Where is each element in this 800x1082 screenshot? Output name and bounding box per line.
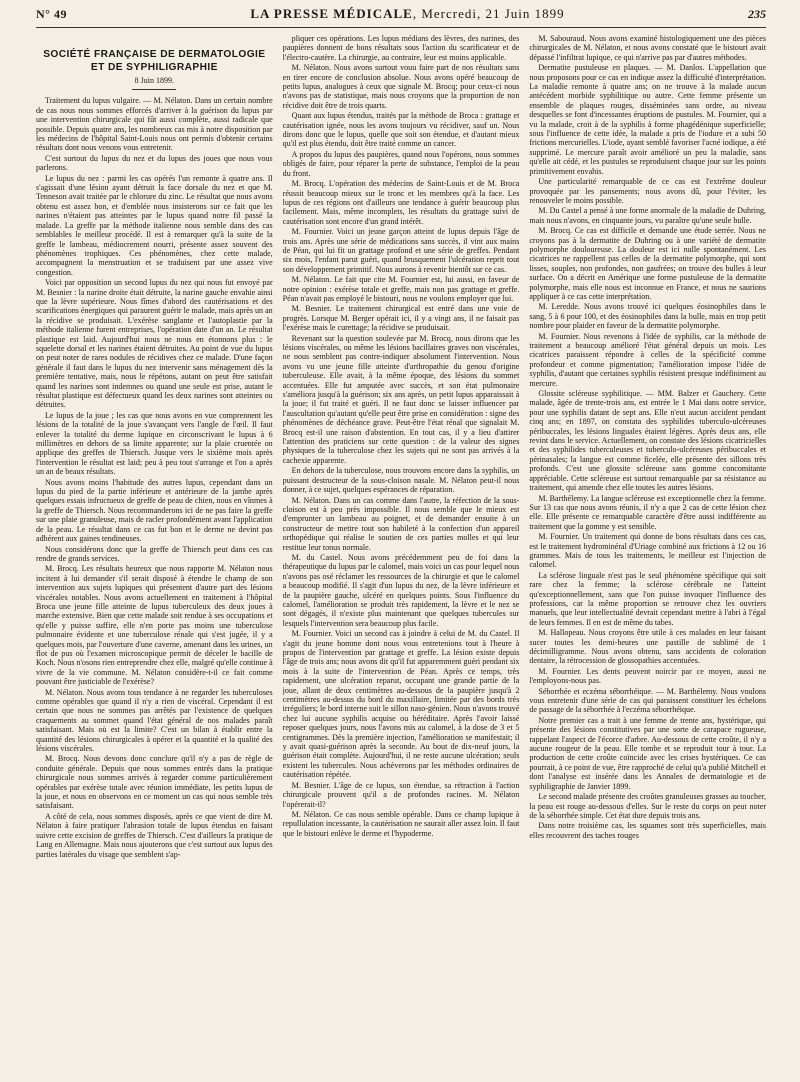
paragraph: M. Hallopeau. Nous croyons être utile à ces malades en leur faisant sucer toutes les demi-heures une pastille de sublimé de 1 décimilligramme. Nous avons obtenu, sans accidents de coloration dentaire, la rétrocession de glossopathies accentuées. (529, 628, 766, 666)
paragraph: M. du Castel. Nous avons précédemment peu de foi dans la thérapeutique du lupus par le calomel, mais voici un cas pour lequel nous n'avons pas osé réclamer les ressources de la chirurgie et que le calomel a beaucoup modifié. Il s'agit d'un lupus du nez, de la lèvre inférieure et de la paupière gauche, ulcéré en quelques points. Sous l'influence du calomel, l'amélioration se produit très rapidement, la lèvre et le nez se sont dégagés, il n'existe plus maintenant que quelques tubercules sur lesquels l'intervention sera beaucoup plus facile. (282, 552, 520, 628)
paragraph: Voici par opposition un second lupus du nez qui nous fut envoyé par M. Besnier : la narine droite était détruite, la narine gauche envahie ainsi que la lèvre supérieure. Nous fîmes d'abord des cautérisations et des scarifications énergiques qui paraurent guérir le malade, mais après un an la récidive se produisait. L'exérèse sanglante et l'autoplastie par la méthode italienne furent entreprises, l'opération date d'un an. Le résultat plastique est laid. Aujourd'hui nous ne nous en étonnons plus : le squelette dorsal et les narines étaient détruites. Au point de vue du lupus on peut noter de rares nodules de récidives chez ce malade. D'une façon générale il faut dans le lupus du nez intervenir sans ménagement dès la première tentative, mais, nous le répétons, autant on peut être satisfait quand les narines sont indemnes ou quand une seule est prise, autant le résultat plastique est défectueux quand les deux narines sont atteintes ou détruites. (36, 278, 273, 410)
paragraph: M. Du Castel a pensé à une forme anormale de la maladie de Duhring, mais nous n'avons, en cinquante jours, vu paraître qu'une seule bulle. (529, 206, 766, 225)
paragraph: M. Sabouraud. Nous avons examiné histologiquement une des pièces chirurgicales de M. Nélaton, et nous avons constaté que le bistouri avait dépassé l'infiltrat lupique, ce qui n'arrive pas par d'autres méthodes. (529, 34, 766, 62)
paragraph: M. Nélaton. Nous avons surtout vouu faire part de nos résultats sans en tirer encore de conclusion absolue. Nous avons opéré beaucoup de petits lupus, analogues à ceux que signale M. Brocq; pour ceux-ci nous n'avons pas de statistique, mais nous croyons que la proportion de non récidive doit être de trois quarts. (282, 63, 520, 110)
paragraph: M. Fournier. Les dents peuvent noircir par ce moyen, aussi ne l'employons-nous pas. (529, 666, 766, 686)
paragraph: M. Brocq. Nous devons donc conclure qu'il n'y a pas de règle de conduite générale. Depuis que nous sommes entrés dans la pratique chirurgicale nous sommes arrivés à regarder comme particulièrement opérables par exérèse totale avec réunion immédiate, les petits lupus de la joue, et nous en observons en ce moment un cas qui nous semble très satisfaisant. (36, 754, 273, 811)
issue-number: N° 49 (36, 7, 67, 21)
paragraph: Quant aux lupus étendus, traités par la méthode de Broca : grattage et cautérisation ignée, nous les avons toujours vu récidiver, sauf un. Nous dirons donc que le lupus, quelle que soit son étendue, et d'autant mieux qu'il est plus étendu, doit être traité comme un cancer. (282, 111, 520, 149)
paragraph: M. Barthélemy. La langue scléreuse est exceptionnelle chez la femme. Sur 13 cas que nous avons réunis, il n'y a que 2 cas de cette lésion chez elle. Elle présente ce remarquable caractère d'être aussi indifférente au traitement que la gomme y est sensible. (529, 493, 766, 531)
paragraph: M. Fournier. Voici un jeune garçon atteint de lupus depuis l'âge de trois ans. Après une série de médications sans succès, il vint aux mains de Péan, qui lui fit un grattage profond et une série de greffes. Pendant six mois, l'enfant parut guéri, quand brusquement l'ulcération reprit tout son développement primitif. Nous aurons à revenir bientôt sur ce cas. (282, 227, 520, 274)
paragraph: A propos du lupus des paupières, quand nous l'opérons, nous sommes obligés de faire, pour réparer la perte de substance, l'emploi de la peau du front. (282, 149, 520, 178)
column-3 (529, 34, 766, 1080)
paragraph: M. Leredde. Nous avons trouvé ici quelques éosinophiles dans le sang, 5 à 6 pour 100, et des éosinophiles dans la bulle, mais en trop petit nombre pour plaider en faveur de la dermatite polymorphe. (529, 302, 766, 331)
paragraph: C'est surtout du lupus du nez et du lupus des joues que nous vous parlerons. (36, 153, 273, 173)
paragraph: M. Nélaton. Le fait que cite M. Fournier est, lui aussi, en faveur de notre opinion : exérèse totale et greffe, mais non pas grattage et greffe. Péan n'avait pas employé le bistouri, nous ne voulons employer que lui. (282, 275, 520, 303)
paragraph: M. Fournier. Nous revenons à l'idée de syphilis, car la méthode de traitement a beaucoup amélioré l'état général depuis un mois. Les cicatrices paraissent répondre à celles de la spécificité comme profondeur et comme pigmentation; l'amélioration impose l'idée de syphilis, d'autant que certaines syphilis résistent presque indéfiniment au mercure. (529, 331, 766, 388)
paragraph: A côté de cela, nous sommes disposés, après ce que vient de dire M. Nélaton à faire pratiquer l'abrasion totale de lupus étendus en faisant suivre cette excision de greffes de Thiersch. C'est d'ailleurs la pratique de Lang en Allemagne. Mais nous ajouterons que c'est surtout aux lupus des parties latérales du visage que semblent s'ap- (36, 811, 273, 859)
paragraph: La sclérose linguale n'est pas le seul phénomène spécifique qui soit rare chez la femme; la sclérose cérébrale ne l'atteint qu'exceptionnellement, sans que l'on puisse invoquer l'influence des professions, car la même proportion se retrouve chez les ouvriers manuels, que leur intellectualité devrait cependant mettre à l'abri à l'égal de leurs femmes. Il en est de même du tabes. (529, 570, 766, 627)
paragraph: pliquer ces opérations. Les lupus médians des lèvres, des narines, des paupières donnent de bons résultats sous l'action du scarificateur et de l'électro-cautère. La chirurgie, au contraire, leur est moins applicable. (282, 34, 520, 62)
issue-date: , Mercredi, 21 Juin 1899 (412, 6, 565, 21)
divider (132, 89, 176, 90)
paragraph: M. Nélaton. Dans un cas comme dans l'autre, la réfection de la sous-cloison est à peu près impossible. Il nous semble que le mieux est d'emprunter un lambeau au poignet, et de demander ensuite à un constructeur de mettre tout son habileté à la confection d'un appareil orthopédique qui réalise le soutien de ces parties molles et qui leur restitue leur tonus normale. (282, 495, 520, 552)
paragraph: Revenant sur la question soulevée par M. Brocq, nous dirons que les lésions viscérales, ou même les lésions bacillaires graves non viscérales, ne nous semblent pas contre-indiquer absolument l'intervention. Nous avons vu une jeune fille atteinte d'arthropathie du genou d'origine tuberculeuse. Elle avait, à la même époque, des lésions du sommet accentuées. Elle fut amputée avec succès, et son état pulmonaire s'améliora jusqu'à la guérison; six ans après, un petit lupus apparaissait à la joue; il fut traité et guéri. Il ne faut donc se laisser influencer par l'auscultation qu'autant qu'elle peut être prise en considération : signe des phénomènes de déchéance grave. Peut-être l'état rénal que signalait M. Brocq est-il une raison d'abstention. En tout cas, il y a lieu d'attirer l'attention des praticiens sur cette question : de la valeur des signes physiques de la tuberculose chez les sujets qui ne sont pas arrivés à la cachexie apparente. (282, 333, 520, 465)
paragraph: En dehors de la tuberculose, nous trouvons encore dans la syphilis, un puissant destructeur de la sous-cloison nasale. M. Nélaton peut-il nous donner, à ce sujet, quelques espérances de réparation. (282, 466, 520, 495)
paragraph: Le second malade présente des croûtes granuleuses grasses au toucher, la peau est rouge au-dessous d'elles. Sur le reste du corps on peut noter de la séborrhée simple. Cet état dure depuis trois ans. (529, 792, 766, 820)
paragraph: Dermatite pustuleuse en plaques. — M. Danlos. L'appellation que nous proposons pour ce cas en indique assez la difficulté d'interprétation. La maladie remonte à quatre ans; on ne trouve à la malade aucun antécédent morbide syphilitique ou autre. Cette femme présente un ensemble de plaques rouges, disséminées sans ordre, au niveau desquelles se font d'incessantes éruptions de pustules. M. Fournier, qui a vu la malade, croit à de la syphilis à forme phagédénique superficielle; sous l'influence de cette idée, la malade a pris de l'iodure et a subi 50 frictions mercurielles. L'iode, ayant semblé favoriser l'acné iodique, a été supprimé. Le mercure paraît avoir amélioré un peu la maladie, sans qu'elle ait cédé, et les pustules se reproduisent chaque jour sur les points primitivement envahis. (529, 63, 766, 176)
paragraph: Notre premier cas a trait à une femme de trente ans, hystérique, qui présente des lésions constitutives par une sorte de carapace rugueuse, rappelant l'aspect de l'écorce d'arbre. Au-dessous de cette croûte, il n'y a aucune rougeur de la peau. Elle tombe et se reproduit tour à tour. La production de cette croûte coïncide avec les crises hystériques. Ce cas pourrait, à ce point de vue, être rapproché de celui qu'a publié Mitchell et dont l'analyse est insérée dans les Annales de dermatologie et de syphiligraphie de Janvier 1899. (529, 715, 766, 791)
paragraph: Glossite scléreuse syphilitique. — MM. Balzer et Gauchery. Cette malade, âgée de trente-trois ans, est entrée le 1 Mai dans notre service, pour une syphilis datant de sept ans. Elle n'eut aucun accident pendant cinq ans; en 1897, on constata des syphilides tuberculo-ulcéreuses péribuccales, les lésions linguales étaient légères. Après deux ans, elle revint dans le service. Actuellement, on constate des lésions cicatricielles et des syphilides tuberculeuses et tuberculo-ulcéreuses péribuccales et périnasales; la langue est comme ficelée, elle présente des sillons très profonds. C'est une glossite scléreuse sans gomme concomitante appréciable. Cette scléreuse est surtout remarquable par sa résistance au traitement, qui amende chez elle toutes les autres lésions. (529, 389, 766, 493)
paragraph: M. Fournier. Un traitement qui donne de bons résultats dans ces cas, est le traitement hydrominéral d'Uriage combiné aux frictions à 12 ou 16 grammes. Mais de tous les traitements, le meilleur est l'injection de calomel. (529, 532, 766, 570)
column-2 (283, 34, 520, 1080)
paragraph: Dans notre troisième cas, les squames sont très superficielles, mais elles recouvrent des taches rouges (529, 821, 766, 840)
paragraph: M. Nélaton. Nous avons tous tendance à ne regarder les tuberculoses comme opérables que quand il n'y a rien de viscéral. Cependant il est certain que nous ne sommes pas arrêtés par l'existence de quelques craquements au sommet quand l'état général de nos malades paraît satisfaisant. Mais où est la limite? C'est un bilan à établir entre la quantité des lésions chirurgicales à opérer et la quantité et la qualité des lésions viscérales. (36, 687, 273, 754)
column-1 (36, 34, 273, 1080)
paragraph: Nous avons moins l'habitude des autres lupus, cependant dans un lupus du pied de la partie inférieure et antérieure de la jambe après quelques essais infructueux de greffe de peau de chien, nous en vînmes à la greffe de Thiersch. Nous recommanderons ici de ne pas faire la greffe sur une plaie granuleuse, mais de racler profondément avant l'application de la peau. Le résultat dans ce cas fut bon et le derme ne devint pas adhérent aux gaines tendineuses. (36, 477, 273, 544)
section-title-line2: ET DE SYPHILIGRAPHIE (90, 62, 218, 73)
page-number: 235 (747, 7, 766, 21)
paragraph: M. Besnier. L'âge de ce lupus, son étendue, sa rétraction à l'action chirurgicale prouvent qu'il a de profondes racines. M. Nélaton l'opérerait-il? (282, 780, 520, 809)
paragraph: M. Brocq. Ce cas est difficile et demande une étude serrée. Nous ne croyons pas à la dermatite de Duhring ou à une variété de dermatite polymorphe douloureuse. La douleur est ici nulle spontanément. Les cicatrices ne rappellent pas celles de la dermatite polymorphe, qui sont lisses, souples, non profondes, non gaufrées; on trouve des bulles à leur surface. On a décrit en Amérique une forme pustuleuse de la dermatite polymorphe, mais elle nous est inconnue en France, et nous ne saurions appliquer à ce cas cette interprétation. (529, 226, 766, 301)
paragraph: Le lupus de la joue ; les cas que nous avons en vue comprennent les lésions de la totalité de la joue s'avançant vers l'angle de l'œil. Il faut enlever la totalité du derme lupique en circonscrivant le lupus à 6 millimètres en dehors de sa limite apparente; sur la plaie cruentée on applique des greffes de Thiersch. Jusque vers le sixième mois après l'intervention le résultat est laid; peu à peu tout s'arrange et l'on a après un an de beaux résultats. (36, 410, 273, 477)
section-date: 8 Juin 1899. (134, 76, 174, 85)
journal-name: LA PRESSE MÉDICALE (250, 6, 413, 21)
article-columns (36, 34, 766, 1080)
paragraph: Le lupus du nez : parmi les cas opérés l'un remonte à quatre ans. Il s'agissait d'une lésion ayant détruit la face dorsale du nez et que M. Tenneson avait traitée par le chlorure du zinc. Le résultat que nous avons obtenu est assez bon, et d'emblée nous insisterons sur ce fait que les narines n'étaient pas atteintes par le lupus quand notre fil passé la malade. La greffe par la méthode italienne nous semble dans des cas semblables le meilleur procédé. Il est à remarquer qu'à la suite de la greffe le lambeau, médiocrement nourri, présente assez souvent des phénomènes trophiques. Ces phénomènes, chez cette malade, accompagnent la menstruation et se traduisent par une assez vive congestion. (36, 173, 273, 277)
paragraph: M. Nélaton. Ce cas nous semble opérable. Dans ce champ lupique à repullulation incessante, la cautérisation ne saurait aller assez loin. Il faut que le bistouri enlève le derme et l'hypoderme. (282, 809, 520, 838)
paragraph: Traitement du lupus vulgaire. — M. Nélaton. Dans un certain nombre de cas nous nous sommes efforcés d'arriver à la guérison du lupus par une intervention chirurgicale qui fût aussi complète, aussi radicale que possible. Depuis quatre ans, les nombreux cas mis à notre disposition par les médecins de l'hôpital Saint-Louis nous ont permis d'obtenir certains résultats dont nous venons vous entretenir. (36, 96, 273, 153)
paragraph: Séborrhée et eczéma séborrhéique. — M. Barthélemy. Nous voulons vous entretenir d'une série de cas qui paraissent constituer les échelons de passage de la séborrhée à l'eczéma séborrhéique. (529, 686, 766, 715)
page-header (36, 6, 766, 28)
paragraph: Une particularité remarquable de ce cas est l'extrême douleur provoquée par les pansements; nous avons dû, pour l'éviter, les renouveler le moins possible. (529, 177, 766, 205)
paragraph: M. Brocq. L'opération des médecins de Saint-Louis et de M. Broca réussit beaucoup mieux sur le tronc et les membres qu'à la face. Les lupus de ces régions ont d'ailleurs une tendance à guérir beaucoup plus facilement. Mais, même incomplets, les résultats du grattage suivi de cautérisation sont encore d'un grand intérêt. (282, 179, 520, 226)
paragraph: M. Fournier. Voici un second cas à joindre à celui de M. du Castel. Il s'agit du jeune homme dont nous vous entretenions tout à l'heure à propos de l'intervention par grattage et greffe. La lésion existe depuis l'âge de trois ans; nous avons dit qu'il fut apparemment guéri pendant six mois à la suite de l'intervention de Péan. Après ce temps, très rapidement, une ulcération reparut, occupant une grande partie de la joue, allant de deux centimètres au-dessous de la paupière jusqu'à 2 centimètres au-dessus du bord du maxillaire, limitée par des bords très irréguliers; le bord interne suit le sillon naso-génien. Nous n'avons trouvé chez lui aucune syphilis acquise ou héréditaire. Après l'avoir laissé reposer quelques jours, nous l'avons mis au calomel, à la dose de 3 et 5 centigrammes. Dès la première injection, l'amélioration se manifestait; il y avait quasi-guérison après la seconde. Au bout de dix-neuf jours, la guérison était complète. Aujourd'hui, il ne reste aucune ulcération; seuls existent les tubercules. Nous achèverons par les méthodes ordinaires de cautérisation répétée. (282, 629, 520, 780)
paragraph: M. Brocq. Les résultats heureux que nous rapporte M. Nélaton nous incitent à lui demander s'il serait disposé à étendre le champ de son intervention aux sujets lupiques qui présentent d'autre part des lésions viscérales notables. Nous avons actuellement en traitement à l'hôpital Broca une jeune fille atteinte de lupus tuberculeux des deux joues à marche extensive. Bien que cette malade soit rendue à ses occupations et qu'elle y puisse suffire, elle n'en porte pas moins une tuberculose pulmonaire évidente et une tuberculose rénale qui s'est jugée, il y a quelques mois, par l'ouverture d'une caverne, amenant dans les urines, un flot de pus où l'examen microscopique permit de déceler le bacille de Koch. Nous n'osons rien entreprendre chez elle, malgré qu'elle continue à vivre de la vie commune. M. Nélaton considère-t-il ce fait comme pouvant être justiciable de l'exérèse? (36, 564, 273, 687)
section-title-line1: SOCIÉTÉ FRANÇAISE DE DERMATOLOGIE (43, 49, 266, 60)
paragraph: Nous considérons donc que la greffe de Thiersch peut dans ces cas rendre de grands services. (36, 544, 273, 563)
paragraph: M. Besnier. Le traitement chirurgical est entré dans une voie de progrès. Lorsque M. Berger opérait ici, il y a vingt ans, il ne faisait pas l'exérèse mais le curettage; la récidive se produisait. (282, 304, 520, 333)
masthead (250, 6, 564, 22)
